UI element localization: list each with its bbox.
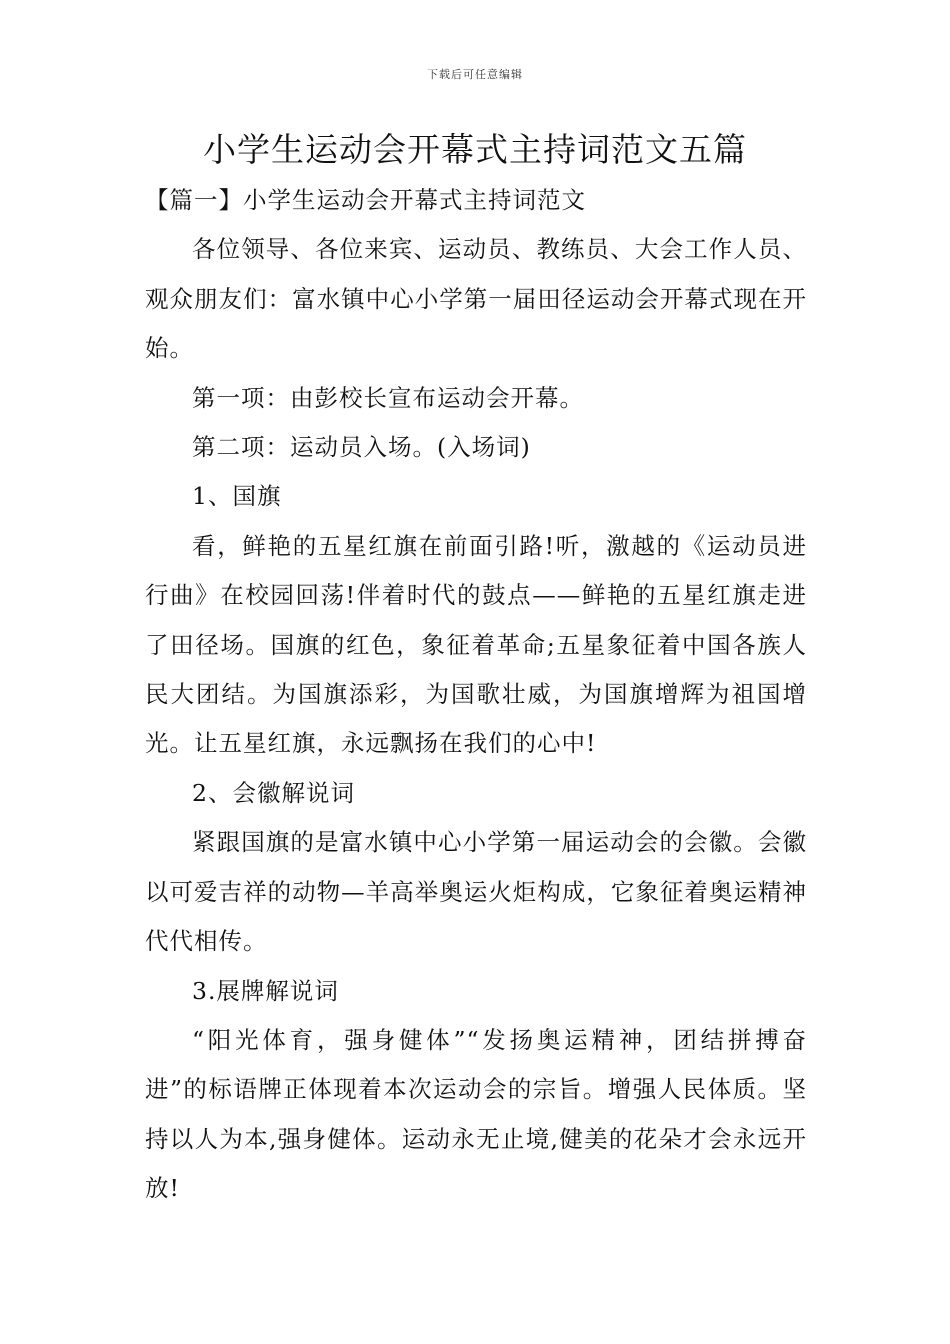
section-heading: 【篇一】小学生运动会开幕式主持词范文 [145, 186, 586, 214]
paragraph-item-one: 第一项：由彭校长宣布运动会开幕。 [192, 383, 584, 412]
paragraph-item-two: 第二项：运动员入场。(入场词) [192, 433, 531, 462]
paragraph-signboard-text: “阳光体育，强身健体”“发扬奥运精神，团结拼搏奋进”的标语牌正体现着本次运动会的宗旨。增强人民体质。坚持以人为本,强身健体。运动永无止境,健美的花朵才会永远开放! [145, 1025, 807, 1203]
paragraph-opening: 各位领导、各位来宾、运动员、教练员、大会工作人员、观众朋友们：富水镇中心小学第一届田径运动会开幕式现在开始。 [145, 235, 807, 363]
subheading-emblem: 2、会徽解说词 [192, 778, 355, 807]
paragraph-flag-text: 看，鲜艳的五星红旗在前面引路!听，激越的《运动员进行曲》在校园回荡!伴着时代的鼓点——鲜艳的五星红旗走进了田径场。国旗的红色，象征着革命;五星象征着中国各族人民大团结。为国旗添彩，为国歌壮威，为国旗增辉为祖国增光。让五星红旗，永远飘扬在我们的心中! [145, 531, 807, 758]
paragraph-emblem-text: 紧跟国旗的是富水镇中心小学第一届运动会的会徽。会徽以可爱吉祥的动物—羊高举奥运火炬构成，它象征着奥运精神代代相传。 [145, 828, 807, 956]
document-body [145, 176, 807, 1214]
subheading-flag: 1、国旗 [192, 482, 282, 511]
subheading-signboard: 3.展牌解说词 [192, 976, 339, 1005]
page-header-note: 下载后可任意编辑 [427, 68, 523, 81]
document-title: 小学生运动会开幕式主持词范文五篇 [203, 130, 747, 169]
